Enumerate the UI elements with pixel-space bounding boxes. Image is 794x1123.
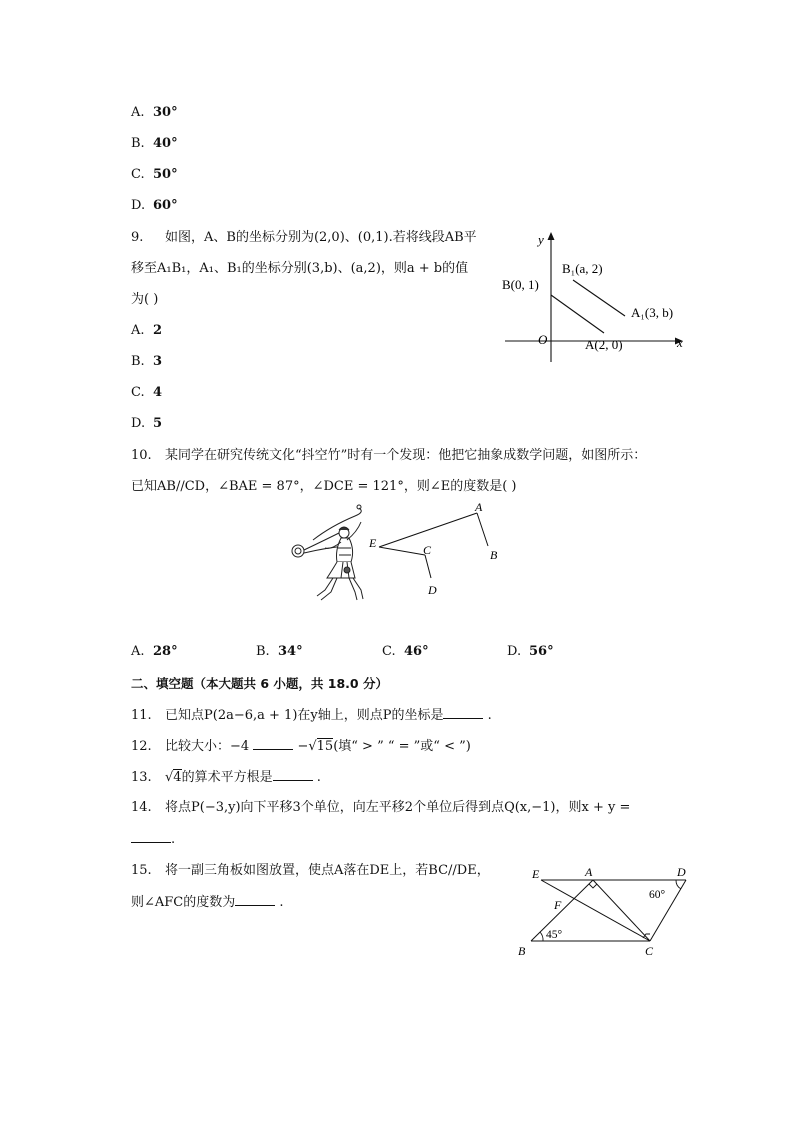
q9-line3: 为( ): [131, 292, 159, 307]
q13-end: .: [312, 770, 321, 785]
point-c-label: C: [423, 543, 432, 557]
segment-a1b1: [573, 280, 625, 316]
y-axis-arrow-icon: [548, 232, 555, 240]
point-c-label: C: [645, 944, 654, 958]
x-axis-label: x: [677, 335, 683, 350]
point-b1-label: B₁(a, 2): [562, 261, 603, 276]
question-number: 13.: [131, 770, 152, 785]
point-a1-label: A₁(3, b): [631, 305, 674, 320]
point-d-label: D: [428, 583, 437, 597]
q13-radicand: 4: [173, 770, 182, 785]
q11-end: .: [483, 708, 492, 723]
point-b-label: B(0, 1): [502, 277, 539, 292]
q15-triangle-figure: [512, 860, 697, 960]
q9-line1: [131, 229, 477, 247]
option-letter: C.: [131, 385, 145, 400]
q13-line: [131, 768, 321, 787]
question-number: 14.: [131, 800, 152, 815]
option-value: 3: [153, 354, 163, 369]
point-a-label: A: [585, 865, 593, 879]
diabolo-player-illustration: [292, 505, 363, 600]
option-letter: B.: [256, 644, 270, 659]
answer-blank: [131, 830, 171, 843]
q15-line2: [131, 893, 284, 912]
q9-text-1: 如图，A、B的坐标分别为(2,0)、(0,1).若将线段AB平: [165, 230, 477, 245]
option-value: 34°: [278, 644, 303, 659]
q15-end: .: [275, 895, 284, 910]
q11-text: 已知点P(2a−6,a + 1)在y轴上，则点P的坐标是: [165, 708, 444, 723]
q9-option-c: [131, 384, 162, 402]
option-letter: D.: [131, 416, 146, 431]
segment-ea: [379, 513, 477, 547]
q9-coordinate-figure: [495, 226, 695, 366]
option-letter: D.: [131, 198, 146, 213]
point-a-label: A: [475, 500, 483, 514]
q10-diabolo-figure: [285, 500, 515, 610]
point-f-label: F: [554, 898, 562, 912]
point-e-label: E: [369, 536, 377, 550]
question-number: 9.: [131, 230, 144, 245]
segment-cd: [425, 555, 431, 578]
option-value: 28°: [153, 644, 178, 659]
q8-option-c: [131, 166, 178, 184]
option-letter: A.: [131, 323, 145, 338]
q15-text-1: 将一副三角板如图放置，使点A落在DE上，若BC//DE，: [165, 863, 490, 878]
option-letter: A.: [131, 644, 145, 659]
q13-text: 的算术平方根是: [181, 770, 273, 785]
option-letter: C.: [131, 167, 145, 182]
option-value: 60°: [153, 198, 178, 213]
segment-ab: [477, 513, 488, 546]
segment-ac: [593, 880, 650, 941]
option-value: 4: [153, 385, 163, 400]
option-letter: D.: [507, 644, 522, 659]
q8-option-d: [131, 197, 178, 215]
q8-option-a: [131, 104, 178, 122]
q10-line1: [131, 447, 646, 465]
q9-line2: 移至A₁B₁，A₁、B₁的坐标分别(3,b)、(a,2)，则a + b的值: [131, 261, 469, 276]
q10-text-1: 某同学在研究传统文化“抖空竹”时有一个发现：他把它抽象成数学问题，如图所示：: [165, 448, 647, 463]
option-value: 50°: [153, 167, 178, 182]
option-value: 46°: [404, 644, 429, 659]
point-b-label: B: [518, 944, 526, 958]
q10-line2: 已知AB//CD，∠BAE = 87°，∠DCE = 121°，则∠E的度数是( ): [131, 479, 517, 494]
angle-d-arc: [676, 880, 681, 889]
answer-blank: [273, 768, 313, 781]
angle-d-label: 60°: [649, 889, 666, 901]
option-value: 56°: [529, 644, 554, 659]
q11-line: [131, 706, 492, 725]
q14-end: .: [171, 832, 176, 847]
q9-option-b: [131, 353, 162, 371]
answer-blank: [443, 706, 483, 719]
option-value: 2: [153, 323, 163, 338]
q14-line1: [131, 799, 630, 817]
point-a-label: A(2, 0): [585, 337, 623, 352]
angle-b-label: 45°: [546, 929, 563, 941]
q12-radicand: 15: [316, 739, 334, 754]
option-letter: B.: [131, 354, 145, 369]
q12-text-c: (填“ > ” “ = ”或“ < ”): [333, 739, 471, 754]
q8-option-b: [131, 135, 178, 153]
option-value: 40°: [153, 136, 178, 151]
q12-line: [131, 737, 471, 756]
q14-line2: [131, 830, 175, 849]
point-b-label: B: [490, 548, 498, 562]
point-d-label: D: [677, 865, 686, 879]
q10-option-b: [256, 643, 303, 661]
q10-option-a: [131, 643, 178, 661]
answer-blank: [253, 737, 293, 750]
q15-line1: [131, 862, 490, 880]
sqrt-symbol-icon: √: [165, 770, 174, 785]
sqrt-symbol-icon: √: [308, 739, 317, 754]
question-number: 11.: [131, 708, 152, 723]
q9-option-a: [131, 322, 162, 340]
answer-blank: [235, 893, 275, 906]
option-letter: C.: [382, 644, 396, 659]
q10-option-c: [382, 643, 429, 661]
option-value: 30°: [153, 105, 178, 120]
origin-label: O: [538, 332, 548, 347]
q14-text: 将点P(−3,y)向下平移3个单位，向左平移2个单位后得到点Q(x,−1)，则x + y =: [165, 800, 631, 815]
q15-text-2: 则∠AFC的度数为: [131, 895, 236, 910]
point-e-label: E: [532, 867, 540, 881]
q12-minus: −: [297, 739, 309, 754]
q9-option-d: [131, 415, 162, 433]
section-2-heading: 二、填空题（本大题共 6 小题，共 18.0 分）: [131, 676, 388, 691]
option-letter: A.: [131, 105, 145, 120]
q10-option-d: [507, 643, 554, 661]
option-value: 5: [153, 416, 163, 431]
y-axis-label: y: [538, 232, 544, 247]
angle-b-arc: [540, 932, 543, 941]
question-number: 12.: [131, 739, 152, 754]
segment-ec: [379, 547, 425, 555]
question-number: 10.: [131, 448, 152, 463]
segment-ab: [551, 295, 604, 333]
q12-text-a: 比较大小：−4: [165, 739, 250, 754]
question-number: 15.: [131, 863, 152, 878]
right-angle-a-icon: [589, 884, 597, 888]
option-letter: B.: [131, 136, 145, 151]
